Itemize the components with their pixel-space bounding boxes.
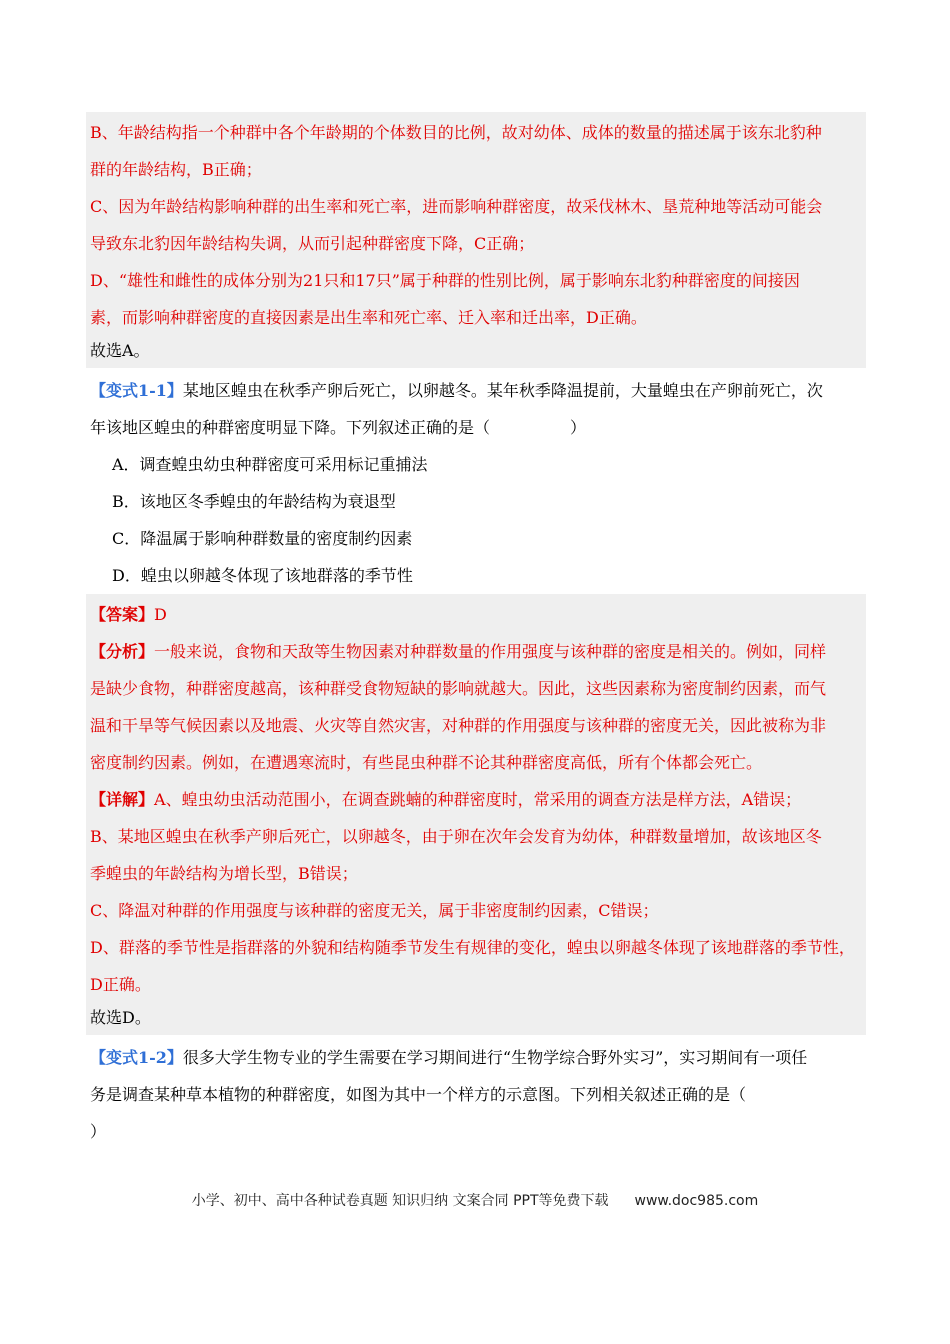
- question-stem-continued: ）: [90, 1122, 107, 1141]
- explanation-line: B、年龄结构指一个种群中各个年龄期的个体数目的比例，故对幼体、成体的数量的描述属于该东北豹种: [90, 123, 822, 142]
- answer-value: D: [154, 605, 167, 624]
- option-a: A．调查蝗虫幼虫种群密度可采用标记重捕法: [112, 455, 428, 474]
- explanation-line: 导致东北豹因年龄结构失调，从而引起种群密度下降，C正确；: [90, 234, 535, 253]
- question-stem: 某地区蝗虫在秋季产卵后死亡，以卵越冬。某年秋季降温提前，大量蝗虫在产卵前死亡，次: [182, 381, 823, 400]
- document-page: [86, 112, 866, 1150]
- explanation-line: 群的年龄结构，B正确；: [90, 160, 262, 179]
- answer-block: [86, 594, 866, 1035]
- explanation-conclusion: 故选A。: [90, 341, 150, 360]
- answer-tag: 【答案】: [90, 605, 155, 624]
- analysis-line: 一般来说，食物和天敌等生物因素对种群数量的作用强度与该种群的密度是相关的。例如，同样: [154, 642, 827, 661]
- explanation-line: C、因为年龄结构影响种群的出生率和死亡率，进而影响种群密度，故采伐林木、垦荒种地等活动可能会: [90, 197, 823, 216]
- detail-line: D、群落的季节性是指群落的外貌和结构随季节发生有规律的变化，蝗虫以卵越冬体现了该地群落的季节性，: [90, 938, 855, 957]
- analysis-line: 是缺少食物，种群密度越高，该种群受食物短缺的影响就越大。因此，这些因素称为密度制约因素，而气: [90, 679, 827, 698]
- analysis-line: 密度制约因素。例如，在遭遇寒流时，有些昆虫种群不论其种群密度高低，所有个体都会死亡。: [90, 753, 763, 772]
- question-1-2: [86, 1035, 866, 1150]
- option-b: B．该地区冬季蝗虫的年龄结构为衰退型: [112, 492, 396, 511]
- detail-tag: 【详解】: [90, 790, 155, 809]
- question-stem: 很多大学生物专业的学生需要在学习期间进行“生物学综合野外实习”，实习期间有一项任: [182, 1048, 808, 1067]
- answer-conclusion: 故选D。: [90, 1008, 151, 1027]
- detail-line: B、某地区蝗虫在秋季产卵后死亡，以卵越冬，由于卵在次年会发育为幼体，种群数量增加，故该地区冬: [90, 827, 822, 846]
- detail-line: D正确。: [90, 975, 151, 994]
- analysis-line: 温和干旱等气候因素以及地震、火灾等自然灾害，对种群的作用强度与该种群的密度无关，因此被称为非: [90, 716, 827, 735]
- footer-url[interactable]: www.doc985.com: [634, 1193, 759, 1209]
- question-tag: 【变式1-1】: [90, 381, 183, 400]
- question-1-1: [86, 368, 866, 594]
- explanation-line: 素，而影响种群密度的直接因素是出生率和死亡率、迁入率和迁出率，D正确。: [90, 308, 647, 327]
- detail-line: 季蝗虫的年龄结构为增长型，B错误；: [90, 864, 358, 883]
- explanation-line: D、“雄性和雌性的成体分别为21只和17只”属于种群的性别比例，属于影响东北豹种群密度的间接因: [90, 271, 800, 290]
- question-tag: 【变式1-2】: [90, 1048, 183, 1067]
- option-c: C．降温属于影响种群数量的密度制约因素: [112, 529, 413, 548]
- question-stem-continued: 务是调查某种草本植物的种群密度，如图为其中一个样方的示意图。下列相关叙述正确的是（: [90, 1085, 747, 1104]
- detail-line: C、降温对种群的作用强度与该种群的密度无关，属于非密度制约因素，C错误；: [90, 901, 659, 920]
- page-footer: [0, 1190, 950, 1210]
- analysis-tag: 【分析】: [90, 642, 155, 661]
- question-stem-continued: 年该地区蝗虫的种群密度明显下降。下列叙述正确的是（ ）: [90, 418, 587, 437]
- option-d: D．蝗虫以卵越冬体现了该地群落的季节性: [112, 566, 413, 585]
- detail-line: A、蝗虫幼虫活动范围小，在调查跳蝻的种群密度时，常采用的调查方法是样方法，A错误；: [154, 790, 802, 809]
- previous-explanation-block: [86, 112, 866, 368]
- footer-text: 小学、初中、高中各种试卷真题 知识归纳 文案合同 PPT等免费下载: [191, 1193, 609, 1209]
